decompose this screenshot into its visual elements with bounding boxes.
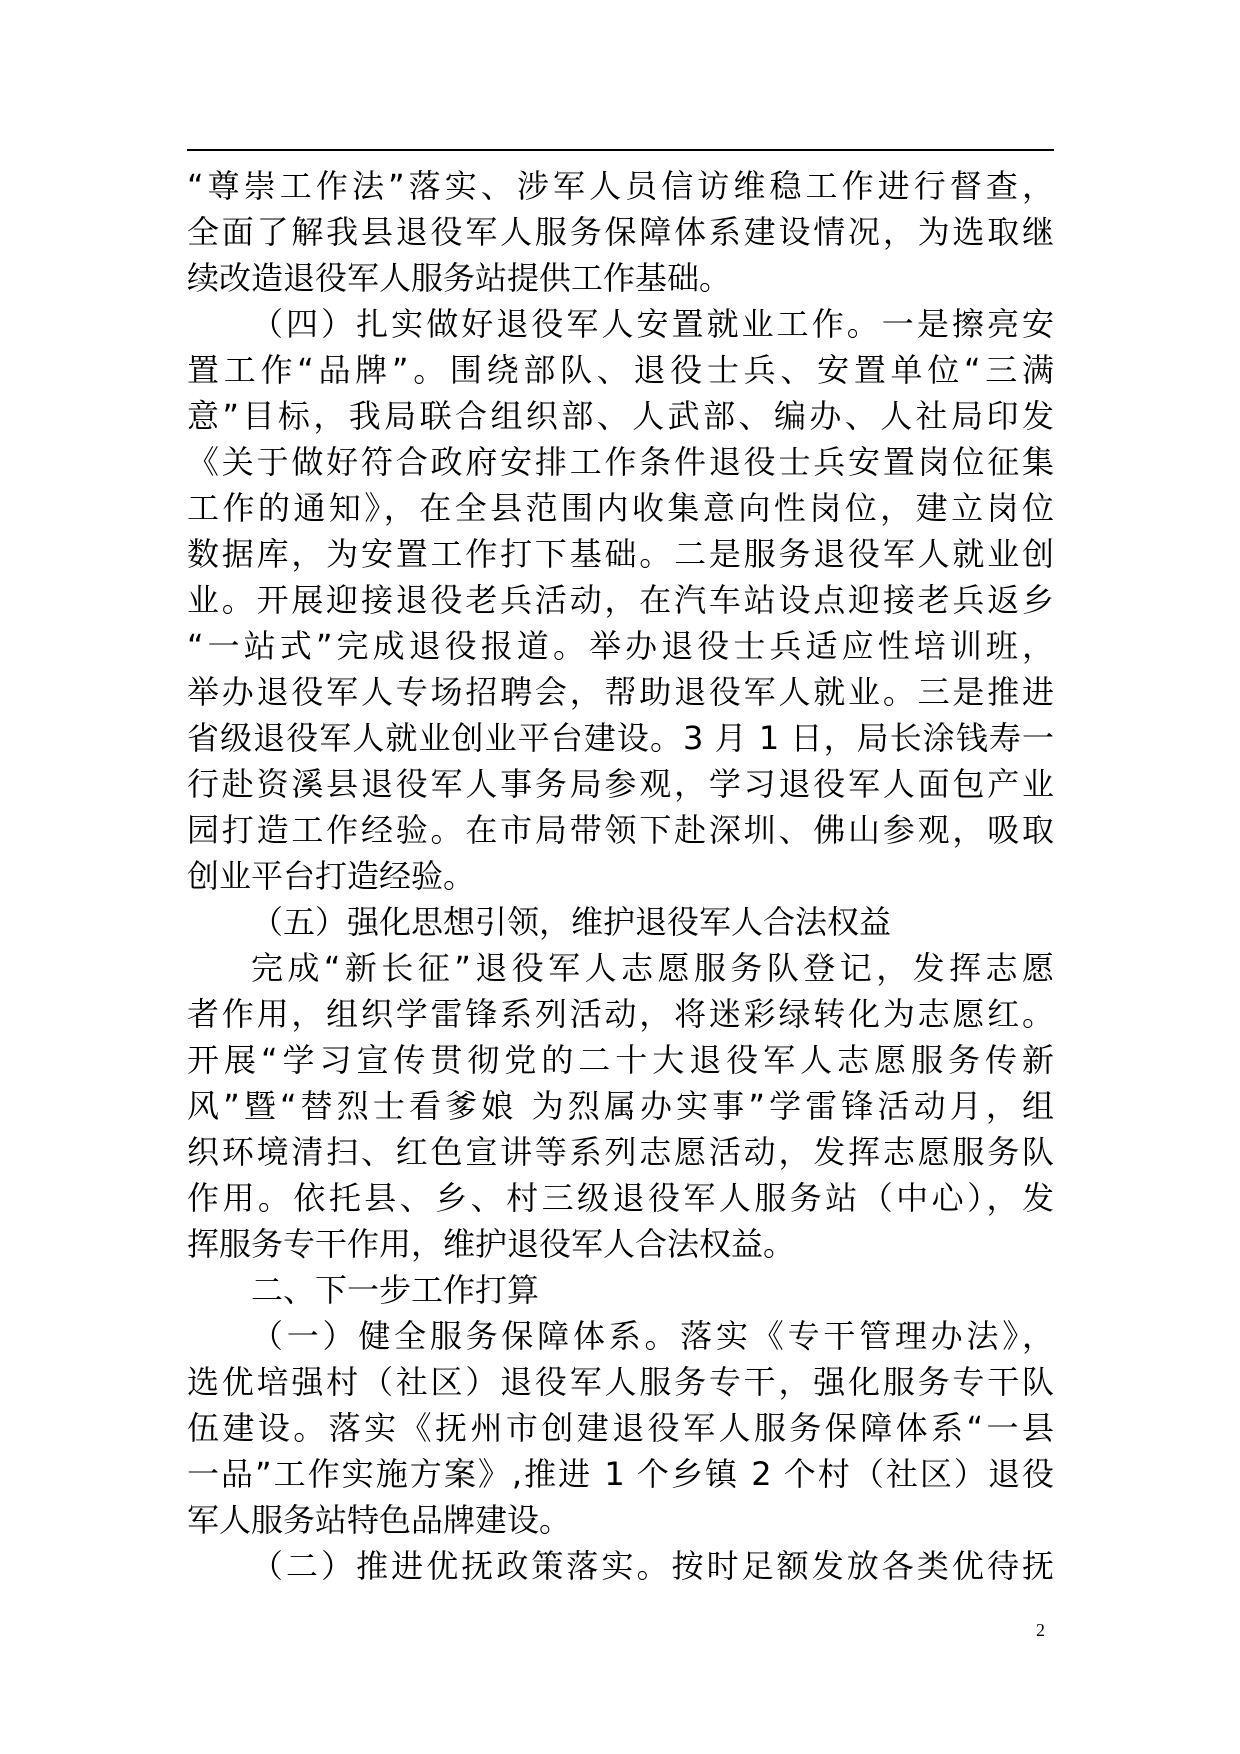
text-line: （四）扎实做好退役军人安置就业工作。一是擦亮安	[251, 305, 1054, 343]
text-line: 举办退役军人专场招聘会，帮助退役军人就业。三是推进	[187, 673, 1054, 711]
text-line: （五）强化思想引领，维护退役军人合法权益	[251, 903, 892, 941]
text-line: “一站式”完成退役报道。举办退役士兵适应性培训班，	[187, 627, 1054, 665]
text-line: 军人服务站特色品牌建设。	[187, 1501, 572, 1539]
text-line: 全面了解我县退役军人服务保障体系建设情况，为选取继	[187, 213, 1054, 251]
text-line: 工作的通知》，在全县范围内收集意向性岗位，建立岗位	[187, 489, 1054, 527]
text-line: 置工作“品牌”。围绕部队、退役士兵、安置单位“三满	[187, 351, 1054, 389]
text-line: 数据库，为安置工作打下基础。二是服务退役军人就业创	[187, 535, 1054, 573]
text-line: 续改造退役军人服务站提供工作基础。	[187, 259, 732, 297]
text-line: （二）推进优抚政策落实。按时足额发放各类优待抚	[251, 1547, 1054, 1585]
text-line: 意”目标，我局联合组织部、人武部、编办、人社局印发	[187, 397, 1054, 435]
text-line: 行赴资溪县退役军人事务局参观，学习退役军人面包产业	[187, 765, 1054, 803]
text-line: 织环境清扫、红色宣讲等系列志愿活动，发挥志愿服务队	[187, 1133, 1054, 1171]
text-line: 业。开展迎接退役老兵活动，在汽车站设点迎接老兵返乡	[187, 581, 1054, 619]
text-line: 完成“新长征”退役军人志愿服务队登记，发挥志愿	[251, 949, 1054, 987]
text-line: 园打造工作经验。在市局带领下赴深圳、佛山参观，吸取	[187, 811, 1054, 849]
text-line: “尊崇工作法”落实、涉军人员信访维稳工作进行督查，	[187, 167, 1054, 205]
text-line: 省级退役军人就业创业平台建设。3 月 1 日，局长涂钱寿一	[187, 719, 1054, 757]
document-body	[187, 163, 1054, 1589]
text-line: （一）健全服务保障体系。落实《专干管理办法》，	[251, 1317, 1054, 1355]
text-line: 二、下一步工作打算	[251, 1271, 540, 1309]
text-line: 挥服务专干作用，维护退役军人合法权益。	[187, 1225, 796, 1263]
page-number: 2	[1036, 1620, 1045, 1640]
header-divider	[187, 149, 1054, 151]
text-line: 一品”工作实施方案》,推进 1 个乡镇 2 个村（社区）退役	[187, 1455, 1054, 1493]
text-line: 作用。依托县、乡、村三级退役军人服务站（中心），发	[187, 1179, 1054, 1217]
text-line: 选优培强村（社区）退役军人服务专干，强化服务专干队	[187, 1363, 1054, 1401]
text-line: 开展“学习宣传贯彻党的二十大退役军人志愿服务传新	[187, 1041, 1054, 1079]
text-line: 风”暨“替烈士看爹娘 为烈属办实事”学雷锋活动月，组	[187, 1087, 1054, 1125]
text-line: 伍建设。落实《抚州市创建退役军人服务保障体系“一县	[187, 1409, 1054, 1447]
text-line: 创业平台打造经验。	[187, 857, 476, 895]
text-line: 《关于做好符合政府安排工作条件退役士兵安置岗位征集	[187, 443, 1054, 481]
text-line: 者作用，组织学雷锋系列活动，将迷彩绿转化为志愿红。	[187, 995, 1054, 1033]
